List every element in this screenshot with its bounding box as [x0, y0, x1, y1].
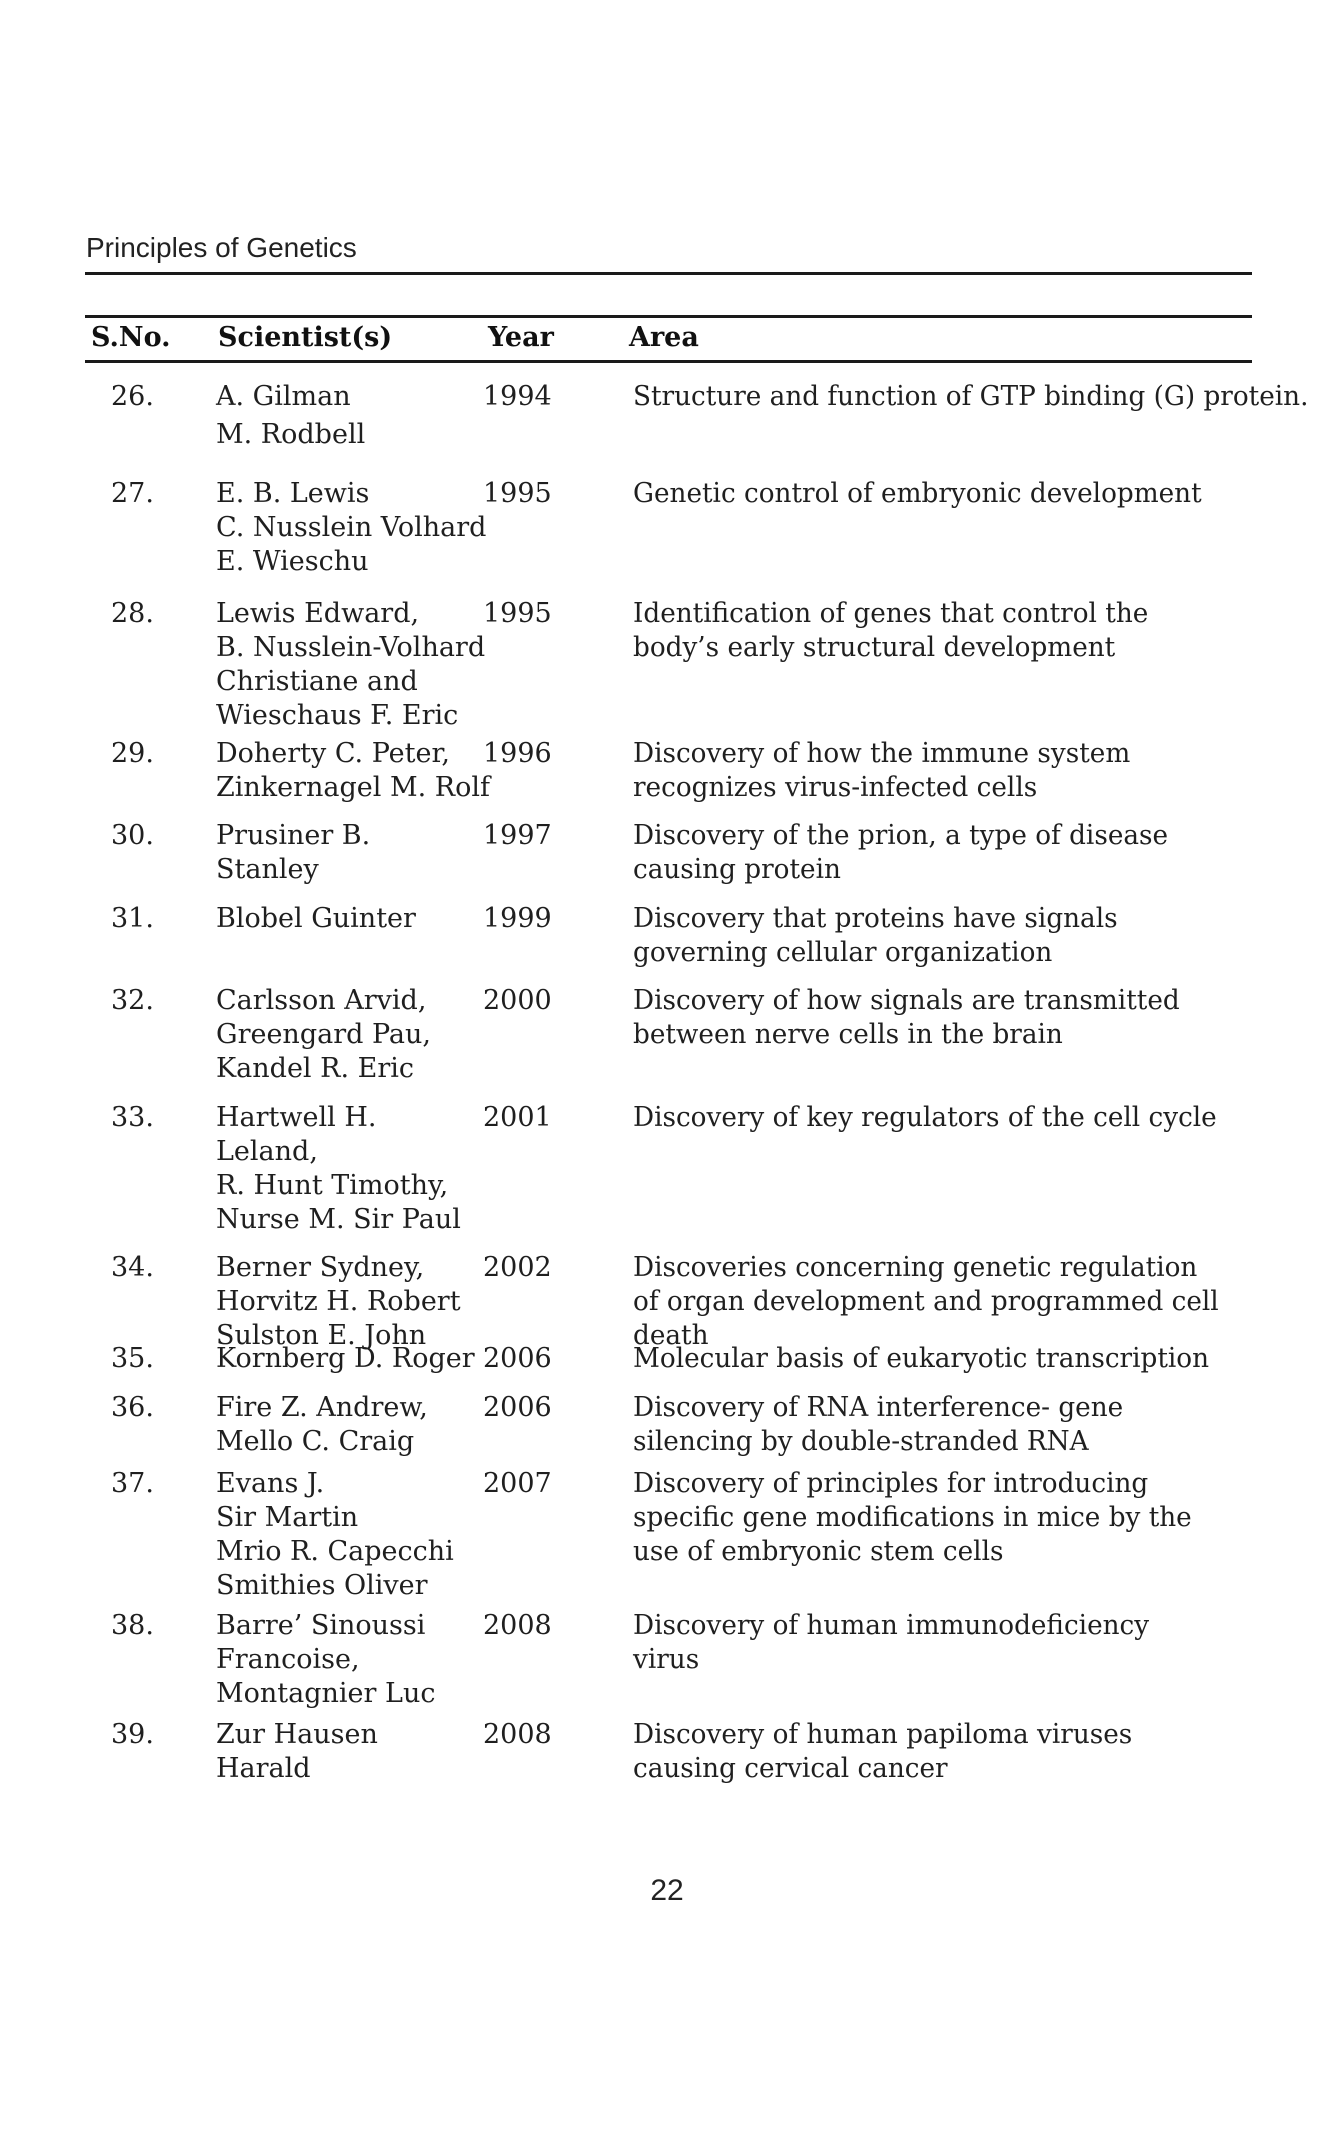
area-cell [633, 477, 1333, 511]
scientist-name: Kornberg D. Roger [216, 1343, 475, 1374]
year-cell: 1995 [483, 478, 552, 509]
area-text: of organ development and programmed cell [633, 1286, 1219, 1317]
area-cell [633, 1342, 1333, 1376]
scientist-name: Carlsson Arvid, [216, 985, 427, 1016]
area-text: Discovery of how signals are transmitted [633, 985, 1180, 1016]
serial-number: 31. [111, 903, 154, 934]
serial-number: 39. [111, 1719, 154, 1750]
area-text: Genetic control of embryonic development [633, 478, 1202, 509]
serial-number: 34. [111, 1252, 154, 1283]
page-number: 22 [650, 1874, 684, 1907]
area-cell [633, 902, 1333, 970]
area-text: between nerve cells in the brain [633, 1019, 1063, 1050]
scientist-name: Wieschaus F. Eric [216, 700, 459, 731]
column-header-sno: S.No. [91, 322, 171, 353]
area-text: Identification of genes that control the [633, 598, 1149, 629]
year-cell: 2006 [483, 1343, 552, 1374]
area-text: governing cellular organization [633, 937, 1053, 968]
area-cell [633, 1101, 1333, 1135]
scientist-name: Nurse M. Sir Paul [216, 1204, 461, 1235]
scientists-cell [216, 1609, 516, 1711]
year-cell: 1995 [483, 598, 552, 629]
scientist-name: C. Nusslein Volhard [216, 512, 487, 543]
serial-number: 26. [111, 381, 154, 412]
table-header-rule [85, 360, 1252, 363]
scientist-name: Kandel R. Eric [216, 1053, 415, 1084]
scientist-name: Doherty C. Peter, [216, 738, 451, 769]
running-head: Principles of Genetics [86, 232, 357, 263]
area-cell [633, 1251, 1333, 1353]
area-text: Discovery that proteins have signals [633, 903, 1118, 934]
area-cell [633, 597, 1333, 665]
column-header-year: Year [488, 322, 554, 353]
area-text: Discovery of human immunodeficiency [633, 1610, 1150, 1641]
scientists-cell [216, 902, 516, 936]
scientist-name: Barre’ Sinoussi [216, 1610, 426, 1641]
scientists-cell [216, 1101, 516, 1237]
scientists-cell [216, 984, 516, 1086]
area-text: causing cervical cancer [633, 1753, 948, 1784]
year-cell: 2008 [483, 1719, 552, 1750]
area-cell [633, 1467, 1333, 1569]
serial-number: 35. [111, 1343, 154, 1374]
year-cell: 2006 [483, 1392, 552, 1423]
area-text: Discovery of key regulators of the cell cycle [633, 1102, 1217, 1133]
area-text: body’s early structural development [633, 632, 1116, 663]
area-cell [633, 380, 1333, 414]
scientist-name: Fire Z. Andrew, [216, 1392, 428, 1423]
area-text: Discovery of human papiloma viruses [633, 1719, 1133, 1750]
area-text: Discovery of principles for introducing [633, 1468, 1149, 1499]
scientist-name: Hartwell H. [216, 1102, 377, 1133]
scientists-cell [216, 1342, 516, 1376]
scientist-name: Sulston E. John [216, 1320, 427, 1351]
area-text: silencing by double-stranded RNA [633, 1426, 1089, 1457]
area-text: death [633, 1320, 709, 1351]
scientist-name: Greengard Pau, [216, 1019, 431, 1050]
scientists-cell [216, 1251, 516, 1353]
scientist-name: Horvitz H. Robert [216, 1286, 461, 1317]
serial-number: 37. [111, 1468, 154, 1499]
area-text: Molecular basis of eukaryotic transcription [633, 1343, 1210, 1374]
area-text: causing protein [633, 854, 841, 885]
area-cell [633, 737, 1333, 805]
scientist-name: Mello C. Craig [216, 1426, 415, 1457]
scientist-name: Smithies Oliver [216, 1570, 428, 1601]
serial-number: 30. [111, 820, 154, 851]
area-text: use of embryonic stem cells [633, 1536, 1004, 1567]
scientist-name: Harald [216, 1753, 311, 1784]
scientist-name: Montagnier Luc [216, 1678, 436, 1709]
year-cell: 1997 [483, 820, 552, 851]
scientist-name: Evans J. [216, 1468, 325, 1499]
table-top-rule [85, 315, 1252, 318]
year-cell: 2007 [483, 1468, 552, 1499]
scientist-name: M. Rodbell [216, 419, 366, 450]
area-text: recognizes virus-infected cells [633, 772, 1038, 803]
year-cell: 2002 [483, 1252, 552, 1283]
area-text: specific gene modifications in mice by the [633, 1502, 1192, 1533]
scientist-name: Sir Martin [216, 1502, 359, 1533]
year-cell: 2001 [483, 1102, 552, 1133]
scientist-name: E. Wieschu [216, 546, 369, 577]
scientist-name: R. Hunt Timothy, [216, 1170, 449, 1201]
scientists-cell [216, 737, 516, 805]
scientists-cell [216, 597, 516, 733]
scientist-name: Leland, [216, 1136, 318, 1167]
year-cell: 2008 [483, 1610, 552, 1641]
area-cell [633, 819, 1333, 887]
area-text: Discoveries concerning genetic regulation [633, 1252, 1198, 1283]
scientist-name: Christiane and [216, 666, 418, 697]
column-header-area: Area [629, 322, 699, 353]
year-cell: 1996 [483, 738, 552, 769]
area-cell [633, 1391, 1333, 1459]
area-text: Discovery of RNA interference- gene [633, 1392, 1124, 1423]
area-text: virus [633, 1644, 700, 1675]
year-cell: 1999 [483, 903, 552, 934]
area-cell [633, 1718, 1333, 1786]
area-cell [633, 984, 1333, 1052]
scientist-name: Francoise, [216, 1644, 360, 1675]
scientist-name: E. B. Lewis [216, 478, 370, 509]
scientists-cell [216, 477, 516, 579]
scientist-name: Berner Sydney, [216, 1252, 425, 1283]
column-header-scientists: Scientist(s) [218, 322, 393, 353]
scientist-name: B. Nusslein-Volhard [216, 632, 486, 663]
serial-number: 29. [111, 738, 154, 769]
serial-number: 27. [111, 478, 154, 509]
scientist-name: A. Gilman [216, 381, 351, 412]
scientist-name: Zur Hausen [216, 1719, 378, 1750]
scientists-cell [216, 380, 516, 452]
scientists-cell [216, 1718, 516, 1786]
serial-number: 32. [111, 985, 154, 1016]
scientist-name: Mrio R. Capecchi [216, 1536, 454, 1567]
area-text: Discovery of the prion, a type of disease [633, 820, 1169, 851]
year-cell: 1994 [483, 381, 552, 412]
area-text: Structure and function of GTP binding (G) protein. [633, 381, 1309, 412]
scientists-cell [216, 1467, 516, 1603]
area-cell [633, 1609, 1333, 1677]
scientist-name: Zinkernagel M. Rolf [216, 772, 491, 803]
header-rule [85, 272, 1252, 275]
scientist-name: Stanley [216, 854, 319, 885]
serial-number: 28. [111, 598, 154, 629]
scientists-cell [216, 819, 516, 887]
scientist-name: Blobel Guinter [216, 903, 416, 934]
area-text: Discovery of how the immune system [633, 738, 1131, 769]
serial-number: 36. [111, 1392, 154, 1423]
serial-number: 38. [111, 1610, 154, 1641]
scientist-name: Prusiner B. [216, 820, 371, 851]
scientists-cell [216, 1391, 516, 1459]
scientist-name: Lewis Edward, [216, 598, 420, 629]
serial-number: 33. [111, 1102, 154, 1133]
year-cell: 2000 [483, 985, 552, 1016]
